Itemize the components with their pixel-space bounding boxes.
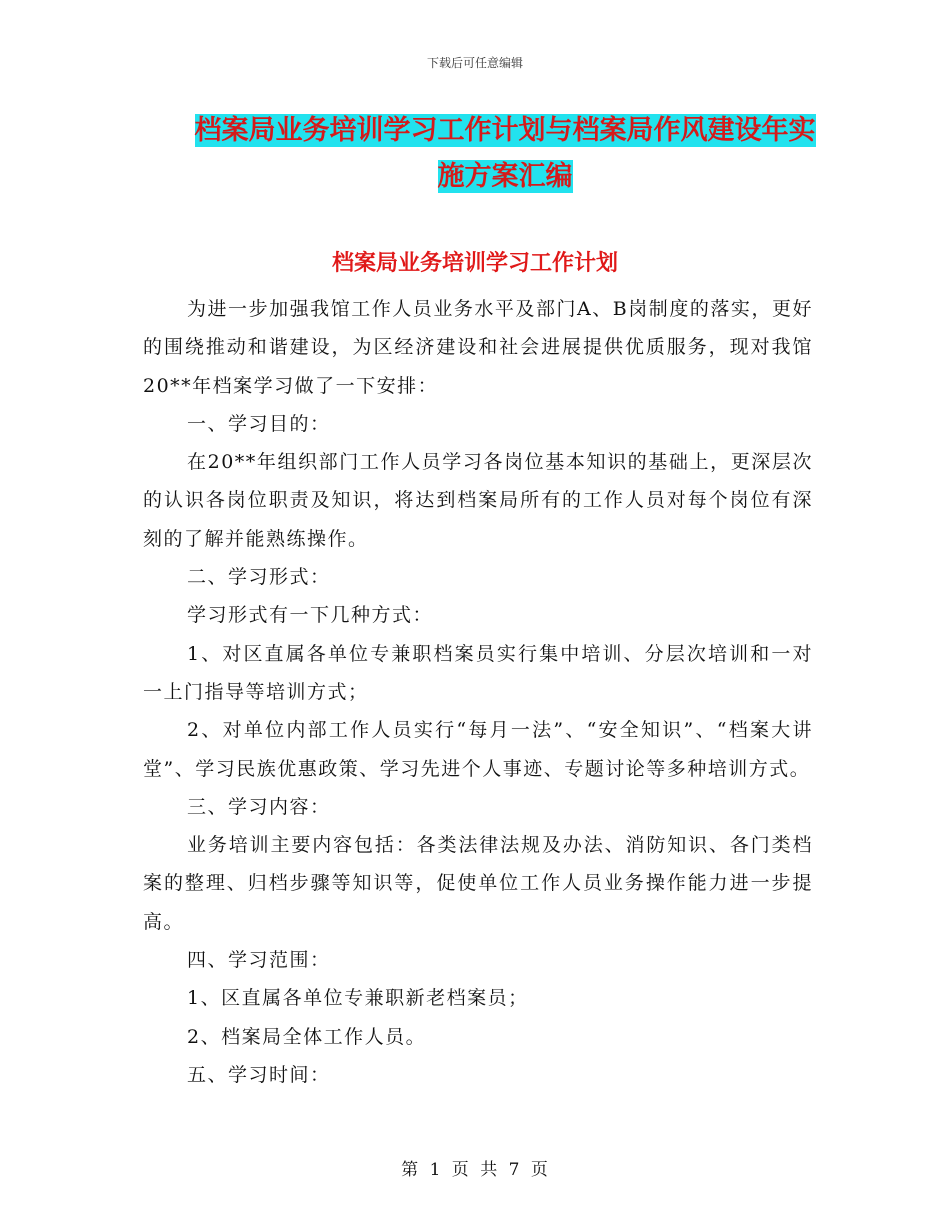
document-title	[185, 108, 825, 200]
paragraph-content: 业务培训主要内容包括：各类法律法规及办法、消防知识、各门类档案的整理、归档步骤等知识等，促使单位工作人员业务操作能力进一步提高。	[143, 834, 813, 933]
paragraph-purpose: 在20**年组织部门工作人员学习各岗位基本知识的基础上，更深层次的认识各岗位职责及知识，将达到档案局所有的工作人员对每个岗位有深刻的了解并能熟练操作。	[143, 451, 813, 550]
paragraph-heading-purpose: 一、学习目的：	[187, 412, 331, 435]
document-body	[143, 290, 813, 1094]
paragraph-format-intro: 学习形式有一下几种方式：	[187, 604, 434, 627]
paragraph-format-item-2: 2、对单位内部工作人员实行“每月一法”、“安全知识”、“档案大讲堂”、学习民族优惠政策、学习先进个人事迹、专题讨论等多种培训方式。	[143, 719, 813, 780]
header-note: 下载后可任意编辑	[426, 56, 523, 70]
page-number-footer: 第 1 页 共 7 页	[401, 1160, 549, 1180]
paragraph-heading-format: 二、学习形式：	[187, 566, 331, 589]
paragraph-format-item-1: 1、对区直属各单位专兼职档案员实行集中培训、分层次培训和一对一上门指导等培训方式；	[143, 642, 813, 703]
paragraph-heading-scope: 四、学习范围：	[187, 949, 331, 972]
paragraph-intro: 为进一步加强我馆工作人员业务水平及部门A、B岗制度的落实，更好的围绕推动和谐建设，为区经济建设和社会进展提供优质服务，现对我馆20**年档案学习做了一下安排：	[143, 298, 813, 397]
paragraph-heading-time: 五、学习时间：	[187, 1063, 331, 1086]
paragraph-heading-content: 三、学习内容：	[187, 795, 331, 818]
paragraph-scope-item-2: 2、档案局全体工作人员。	[187, 1025, 427, 1048]
section-heading: 档案局业务培训学习工作计划	[331, 251, 618, 276]
document-title-text: 档案局业务培训学习工作计划与档案局作风建设年实施方案汇编	[194, 115, 816, 192]
paragraph-scope-item-1: 1、区直属各单位专兼职新老档案员；	[187, 987, 529, 1010]
